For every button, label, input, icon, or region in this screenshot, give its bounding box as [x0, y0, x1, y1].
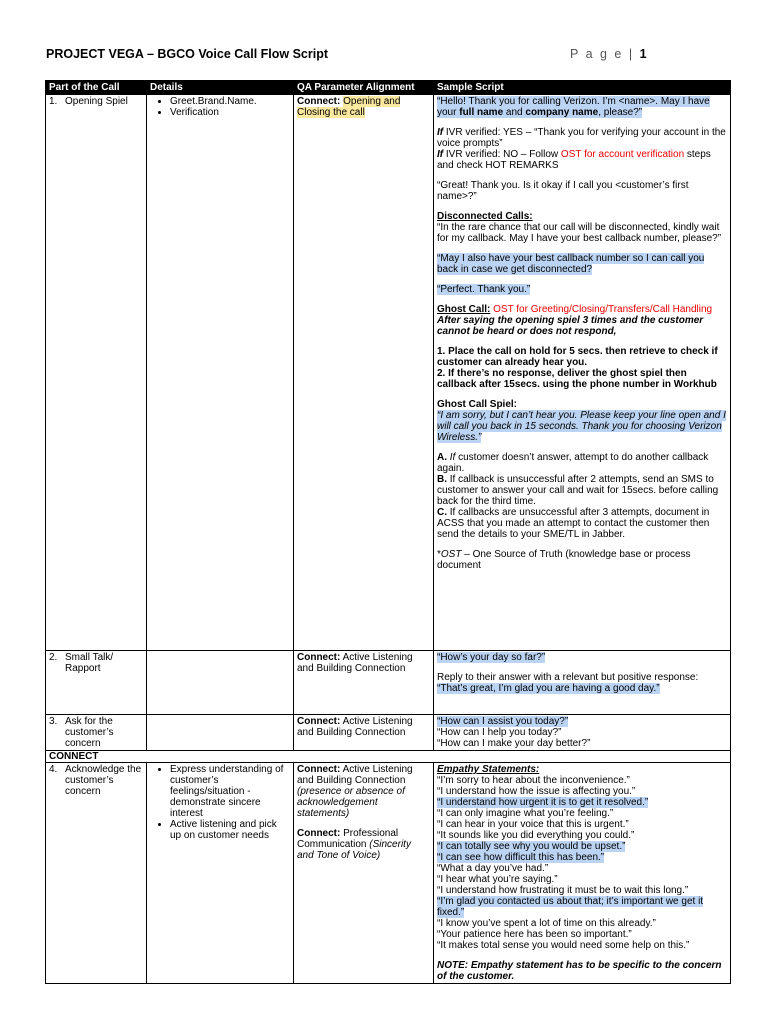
col-header: Details [147, 81, 294, 95]
empathy-statement: “I can see how difficult this has been.” [437, 852, 605, 863]
sample-script: Empathy Statements: “I’m sorry to hear about the inconvenience.” “I understand how the issue is affecting you.” “I understand how urgent it is to get it resolved.” “I can only imagine what you’re feeling.” “I can hear in your voice that this is urgent.” “It sounds like you did everything you could.” “I can totally see why you would be upset.” “I can see how difficult this has been.” “What a day you’ve had.” “I hear what you’re saying.” “I understand how frustrating it must be to wait this long.” “I’m glad you contacted us about that; it’s important we get it fixed.” “I know you’ve spent a lot of time on this already.” “Your patience here has been so important.” “It makes total sense you would need some help on this.” NOTE: Empathy statement has to be specific to the concern of the customer. [434, 763, 731, 984]
sample-script: “How can I assist you today?” “How can I help you today?” “How can I make your day better?” [434, 715, 731, 751]
sample-script: “Hello! Thank you for calling Verizon. I’m <name>. May I have your full name and company name, please?” If IVR verified: YES – “Thank you for verifying your account in the voice prompts” If IVR verified: NO – Follow OST for account verification steps and check HOT REMARKS “Great! Thank you. Is it okay if I call you <customer’s first name>?” Disconnected Calls: “In the rare chance that our call will be disconnected, kindly wait for my callback. May I have your best callback number, please?” “May I also have your best callback number so I can call you back in case we get disconnected? “Perfect. Thank you.” Ghost Call: OST for Greeting/Closing/Transfers/Call Handling After saying the opening spiel 3 times and the customer cannot be heard or does not respond, 1. Place the call on hold for 5 secs. then retrieve to check if customer can already hear you. 2. If there’s no response, deliver the ghost spiel then callback after 15secs. using the phone number in Workhub Ghost Call Spiel: “I am sorry, but I can’t hear you. Please keep your line open and I will call you back in 15 seconds. Thank you for choosing Verizon Wireless.” A. If customer doesn’t answer, attempt to do another callback again. B. If callback is unsuccessful after 2 attempts, send an SMS to customer to answer your call and wait for 15secs. before calling back for the third time. C. If callbacks are unsuccessful after 3 attempts, document in ACSS that you made an attempt to contact the customer then send the details to your SME/TL in Jabber. *OST – One Source of Truth (knowledge base or process document [434, 95, 731, 651]
col-header: QA Parameter Alignment [294, 81, 434, 95]
empathy-statement: “I can totally see why you would be upset.” [437, 841, 626, 852]
empathy-statement: “I understand how urgent it is to get it resolved.” [437, 797, 649, 808]
detail-item: • Verification [170, 107, 290, 118]
empathy-statement: “It sounds like you did everything you could.” [437, 830, 635, 841]
empathy-statement: “I understand how frustrating it must be to wait this long.” [437, 885, 689, 896]
empathy-statement: “I know you’ve spent a lot of time on this already.” [437, 918, 656, 929]
note: NOTE: Empathy statement has to be specific to the concern of the customer. [437, 960, 722, 982]
empathy-statement: “I can hear in your voice that this is urgent.” [437, 819, 629, 830]
empathy-statement: “I can only imagine what you’re feeling.” [437, 808, 614, 819]
table-row: 4. Acknowledge the customer’s concern • Express understanding of customer’s feelings/situation - demonstrate sincere interest • Active listening and pick up on customer needs Connect: Active Listening and Building Connection (presence or absence of acknowledgement statements) Connect: Professional Communication (Sincerity and Tone of Voice) Empathy Statements: “I’m sorry to hear about the inconvenience.” “I understand how the issue is affecting you.” “I understand how urgent it is to get it resolved.” “I can only imagine what you’re feeling.” “I can hear in your voice that this is urgent.” “It sounds like you did everything you could.” “I can totally see why you would be upset.” “I can see how difficult this has been.” “What a day you’ve had.” “I hear what you’re saying.” “I understand how frustrating it must be to wait this long.” “I’m glad you contacted us about that; it’s important we get it fixed.” “I know you’ve spent a lot of time on this already.” “Your patience here has been so important.” “It makes total sense you would need some help on this.” NOTE: Empathy statement has to be specific to the concern of the customer. [46, 763, 731, 984]
empathy-statement: “Your patience here has been so important.” [437, 929, 632, 940]
part-label: Opening Spiel [65, 96, 128, 107]
empathy-statement: “I hear what you’re saying.” [437, 874, 558, 885]
detail-item: • Express understanding of customer’s feelings/situation - demonstrate sincere interest [170, 764, 290, 819]
table-row: 1. Opening Spiel • Greet.Brand.Name. • Verification Connect: Opening and Closing the call “Hello! Thank you for calling Verizon. I’m <name>. May I have your full name and company name, please?” If IVR verified: YES – “Thank you for verifying your account in the voice prompts” If IVR verified: NO – Follow OST for account verification steps and check HOT REMARKS “Great! Thank you. Is it okay if I call you <customer’s first name>?” Disconnected Calls: “In the rare chance that our call will be disconnected, kindly wait for my callback. May I have your best callback number, please?” “May I also have your best callback number so I can call you back in case we get disconnected? “Perfect. Thank you.” Ghost Call: OST for Greeting/Closing/Transfers/Call Handling After saying the opening spiel 3 times and the customer cannot be heard or does not respond, 1. Place the call on hold for 5 secs. then retrieve to check if customer can already hear you. 2. If there’s no response, deliver the ghost spiel then callback after 15secs. using the phone number in Workhub Ghost Call Spiel: “I am sorry, but I can’t hear you. Please keep your line open and I will call you back in 15 seconds. Thank you for choosing Verizon Wireless.” A. If customer doesn’t answer, attempt to do another callback again. B. If callback is unsuccessful after 2 attempts, send an SMS to customer to answer your call and wait for 15secs. before calling back for the third time. C. If callbacks are unsuccessful after 3 attempts, document in ACSS that you made an attempt to contact the customer then send the details to your SME/TL in Jabber. *OST – One Source of Truth (knowledge base or process document [46, 95, 731, 651]
empathy-statement: “It makes total sense you would need some help on this.” [437, 940, 690, 951]
col-header: Part of the Call [46, 81, 147, 95]
qa-text: Opening and Closing the call [297, 96, 401, 118]
section-label: CONNECT [46, 751, 731, 763]
page-number: P a g e | 1 [570, 47, 647, 61]
call-flow-table [45, 80, 731, 984]
empathy-statement: “What a day you’ve had.” [437, 863, 549, 874]
document-title: PROJECT VEGA – BGCO Voice Call Flow Script [46, 47, 329, 61]
part-label: Small Talk/ Rapport [65, 652, 114, 674]
section-row [46, 751, 731, 763]
empathy-statement: “I understand how the issue is affecting you.” [437, 786, 636, 797]
empathy-statement: “I’m glad you contacted us about that; it’s important we get it fixed.” [437, 896, 704, 918]
detail-item: • Active listening and pick up on customer needs [170, 819, 290, 841]
table-header-row [46, 81, 731, 95]
table-row: 2. Small Talk/ Rapport Connect: Active Listening and Building Connection “How’s your day so far?” Reply to their answer with a relevant but positive response: “That’s great, I’m glad you are having a good day.” [46, 651, 731, 715]
sample-script: “How’s your day so far?” Reply to their answer with a relevant but positive response: “That’s great, I’m glad you are having a good day.” [434, 651, 731, 715]
col-header: Sample Script [434, 81, 731, 95]
empathy-statement: “I’m sorry to hear about the inconvenience.” [437, 775, 630, 786]
detail-item: • Greet.Brand.Name. [170, 96, 290, 107]
table-row: 3. Ask for the customer’s concern Connect: Active Listening and Building Connection “How can I assist you today?” “How can I help you today?” “How can I make your day better?” [46, 715, 731, 751]
part-label: Ask for the customer’s concern [65, 716, 114, 749]
part-label: Acknowledge the customer’s concern [65, 764, 142, 797]
